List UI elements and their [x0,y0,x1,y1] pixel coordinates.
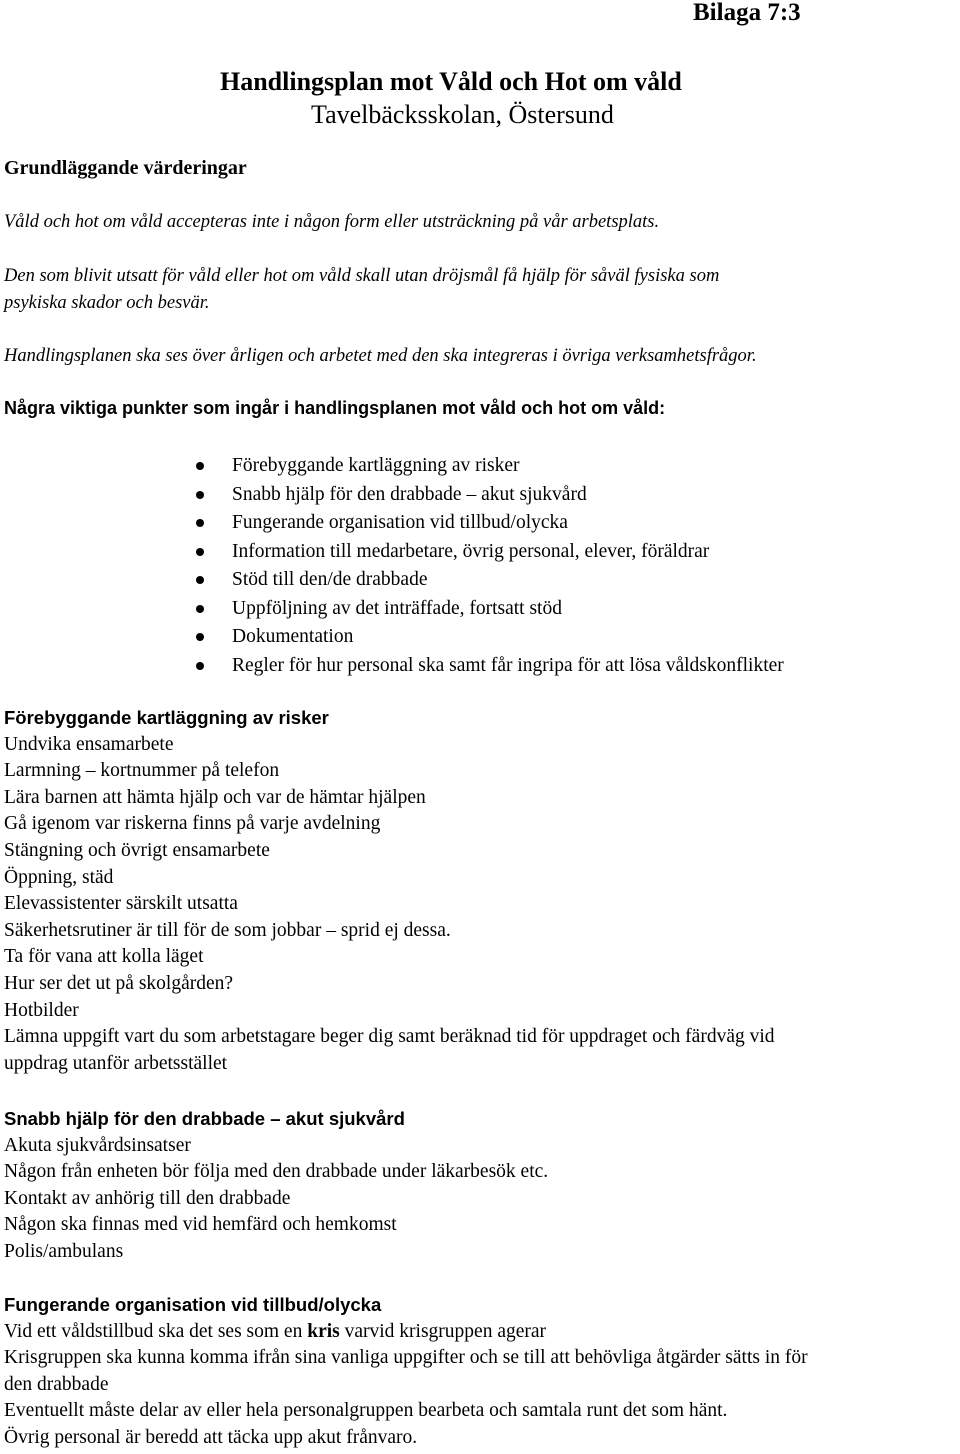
text-line: Gå igenom var riskerna finns på varje avdelning [4,813,381,835]
text-line: Lära barnen att hämta hjälp och var de hämtar hjälpen [4,786,426,808]
text-line: Någon ska finnas med vid hemfärd och hemkomst [4,1214,397,1236]
section-heading: Förebyggande kartläggning av risker [4,707,329,728]
text-line: Undvika ensamarbete [4,733,174,755]
section-prevention [4,705,775,1077]
emphasis: kris [307,1320,340,1342]
section-organisation [4,1292,808,1452]
intro-paragraph-3: Handlingsplanen ska ses över årligen och arbetet med den ska integreras i övriga verksamhetsfrågor. [4,346,757,366]
text-line: Eventuellt måste delar av eller hela personalgruppen bearbeta och samtala runt det som hänt. [4,1400,728,1422]
text-line: Krisgruppen ska kunna komma ifrån sina vanliga uppgifter och se till att behövliga åtgärder sätts in för [4,1347,808,1369]
section-first-aid [4,1106,548,1266]
intro-paragraph-2-line-1: Den som blivit utsatt för våld eller hot om våld skall utan dröjsmål få hjälp för såväl fysiska som [4,266,720,286]
bullet-icon [196,662,204,670]
bullet-icon [196,633,204,641]
bullet-icon [196,605,204,613]
intro-paragraph-1: Våld och hot om våld accepteras inte i någon form eller utsträckning på vår arbetsplats. [4,212,660,232]
text-line: Stängning och övrigt ensamarbete [4,839,270,861]
list-item: Förebyggande kartläggning av risker [196,452,784,481]
text-line: Hur ser det ut på skolgården? [4,972,234,994]
bullet-icon [196,576,204,584]
text-line: Kontakt av anhörig till den drabbade [4,1187,291,1209]
text-line: uppdrag utanför arbetsstället [4,1052,228,1074]
values-heading: Grundläggande värderingar [4,157,247,179]
text-line: Elevassistenter särskilt utsatta [4,893,238,915]
list-item: Dokumentation [196,623,784,652]
text-line: Någon från enheten bör följa med den drabbade under läkarbesök etc. [4,1161,549,1183]
text-line: Polis/ambulans [4,1240,124,1262]
text-line: Övrig personal är beredd att täcka upp akut frånvaro. [4,1426,418,1448]
bullet-icon [196,462,204,470]
list-item: Fungerande organisation vid tillbud/olycka [196,509,784,538]
list-item: Regler för hur personal ska samt får ingripa för att lösa våldskonflikter [196,652,784,681]
points-heading: Några viktiga punkter som ingår i handlingsplanen mot våld och hot om våld: [4,398,666,418]
bullet-icon [196,519,204,527]
list-item: Uppföljning av det inträffade, fortsatt stöd [196,595,784,624]
appendix-label: Bilaga 7:3 [693,0,801,26]
key-points-list [196,452,784,680]
bullet-icon [196,548,204,556]
section-heading: Fungerande organisation vid tillbud/olycka [4,1294,382,1315]
document-subtitle: Tavelbäcksskolan, Östersund [311,100,614,129]
list-item: Snabb hjälp för den drabbade – akut sjukvård [196,481,784,510]
section-heading: Snabb hjälp för den drabbade – akut sjukvård [4,1108,405,1129]
text-line: Akuta sjukvårdsinsatser [4,1134,191,1156]
text-line: Säkerhetsrutiner är till för de som jobbar – sprid ej dessa. [4,919,451,941]
text-line: Öppning, städ [4,866,114,888]
document-title: Handlingsplan mot Våld och Hot om våld [220,67,682,96]
text-line: Lämna uppgift vart du som arbetstagare beger dig samt beräknad tid för uppdraget och färdväg vid [4,1026,775,1048]
text-line: Ta för vana att kolla läget [4,946,204,968]
list-item: Information till medarbetare, övrig personal, elever, föräldrar [196,538,784,567]
text-line: Hotbilder [4,999,79,1021]
bullet-icon [196,491,204,499]
text-line: Vid ett våldstillbud ska det ses som en kris varvid krisgruppen agerar [4,1320,547,1342]
intro-paragraph-2-line-2: psykiska skador och besvär. [4,293,210,313]
text-line: den drabbade [4,1373,109,1395]
list-item: Stöd till den/de drabbade [196,566,784,595]
text-line: Larmning – kortnummer på telefon [4,760,280,782]
